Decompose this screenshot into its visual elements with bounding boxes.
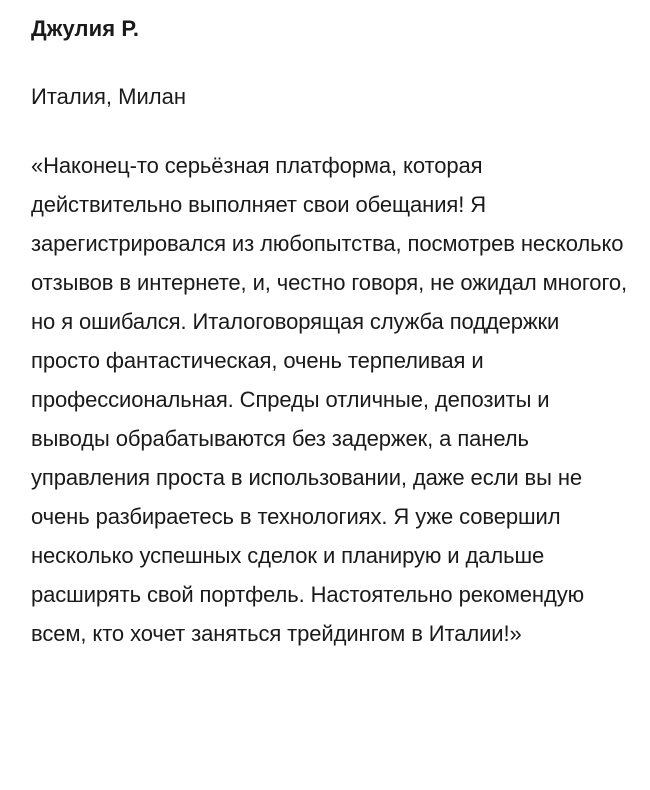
review-location: Италия, Милан: [31, 84, 186, 109]
review-quote: «Наконец-то серьёзная платформа, которая действительно выполняет свои обещания! Я зарегистрировался из любопытства, посмотрев несколько отзывов в интернете, и, честно говоря, не ожидал многого, но я ошибался. Италоговорящая служба поддержки просто фантастическая, очень терпеливая и профессиональная. Спреды отличные, депозиты и выводы обрабатываются без задержек, а панель управления проста в использовании, даже если вы не очень разбираетесь в технологиях. Я уже совершил несколько успешных сделок и планирую и дальше расширять свой портфель. Настоятельно рекомендую всем, кто хочет заняться трейдингом в Италии!»: [31, 153, 628, 646]
review-author: Джулия Р.: [31, 16, 140, 41]
